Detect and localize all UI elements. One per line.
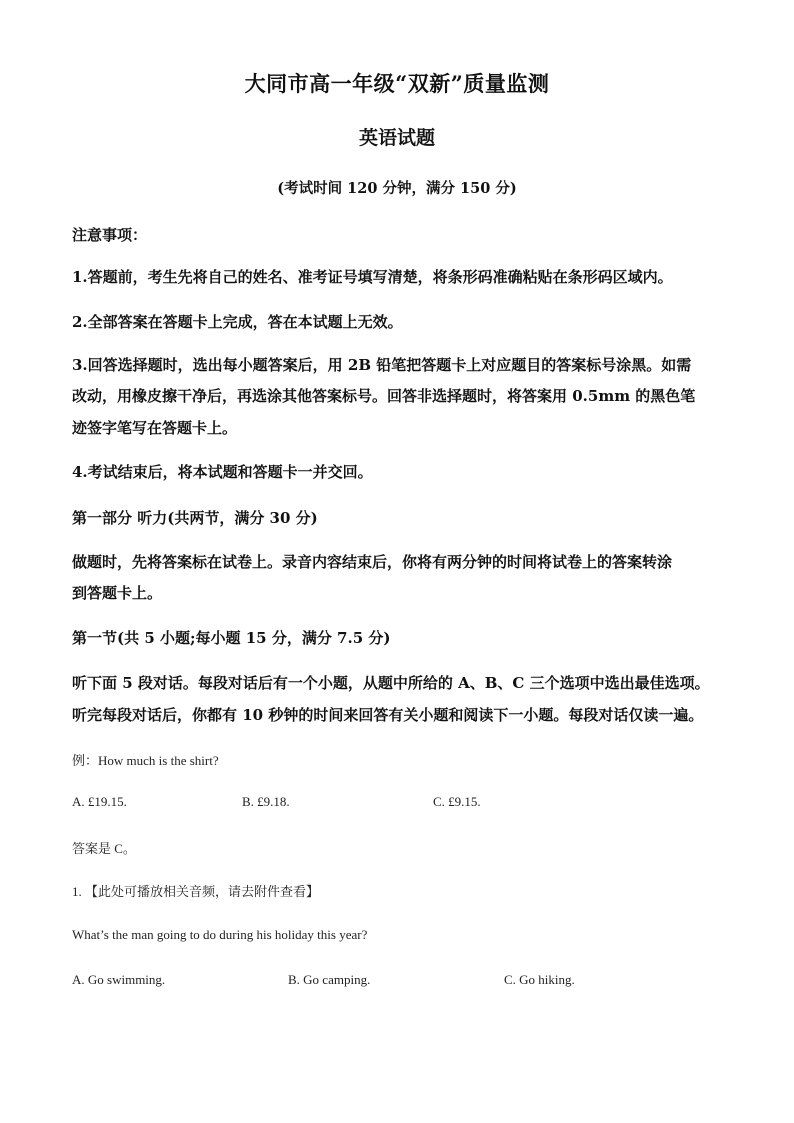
note-item-3-line-2: 改动，用橡皮擦干净后，再选涂其他答案标号。回答非选择题时，将答案用 0.5mm 的黑色笔: [72, 387, 696, 405]
section1-instruction-line-1: 听下面 5 段对话。每段对话后有一个小题，从题中所给的 A、B、C 三个选项中选出最佳选项。: [72, 674, 710, 692]
question-1-text: What’s the man going to do during his holiday this year?: [72, 927, 368, 942]
example-option-c: C. £9.15.: [433, 794, 481, 809]
example-answer: 答案是 C。: [72, 841, 136, 856]
note-item-3-line-1: 3.回答选择题时，选出每小题答案后，用 2B 铅笔把答题卡上对应题目的答案标号涂黑。如需: [72, 356, 692, 374]
note-item-4: 4.考试结束后，将本试题和答题卡一并交回。: [72, 463, 373, 481]
note-item-3-line-3: 迹签字笔写在答题卡上。: [72, 419, 238, 437]
section1-heading: 第一节(共 5 小题;每小题 15 分，满分 7.5 分): [72, 629, 391, 647]
part1-instruction-line-1: 做题时，先将答案标在试卷上。录音内容结束后，你将有两分钟的时间将试卷上的答案转涂: [72, 553, 673, 571]
subject-title: 英语试题: [358, 127, 435, 149]
notes-heading: 注意事项：: [72, 226, 148, 244]
part1-instruction-line-2: 到答题卡上。: [72, 584, 163, 602]
part1-heading: 第一部分 听力(共两节，满分 30 分): [72, 509, 318, 527]
question-1-option-a: A. Go swimming.: [72, 972, 166, 987]
question-1-option-c: C. Go hiking.: [504, 972, 575, 987]
exam-title: 大同市高一年级“双新”质量监测: [244, 71, 550, 96]
example-option-b: B. £9.18.: [242, 794, 290, 809]
question-1-label: 1. 【此处可播放相关音频，请去附件查看】: [72, 884, 320, 899]
section1-instruction-line-2: 听完每段对话后，你都有 10 秒钟的时间来回答有关小题和阅读下一小题。每段对话仅读一遍。: [72, 706, 704, 724]
example-option-a: A. £19.15.: [72, 794, 127, 809]
exam-info: (考试时间 120 分钟，满分 150 分): [277, 180, 517, 197]
note-item-1: 1.答题前，考生先将自己的姓名、准考证号填写清楚，将条形码准确粘贴在条形码区域内。: [72, 268, 673, 286]
note-item-2: 2.全部答案在答题卡上完成，答在本试题上无效。: [72, 313, 403, 331]
question-1-option-b: B. Go camping.: [288, 972, 371, 987]
example-question: 例：How much is the shirt?: [72, 753, 219, 768]
